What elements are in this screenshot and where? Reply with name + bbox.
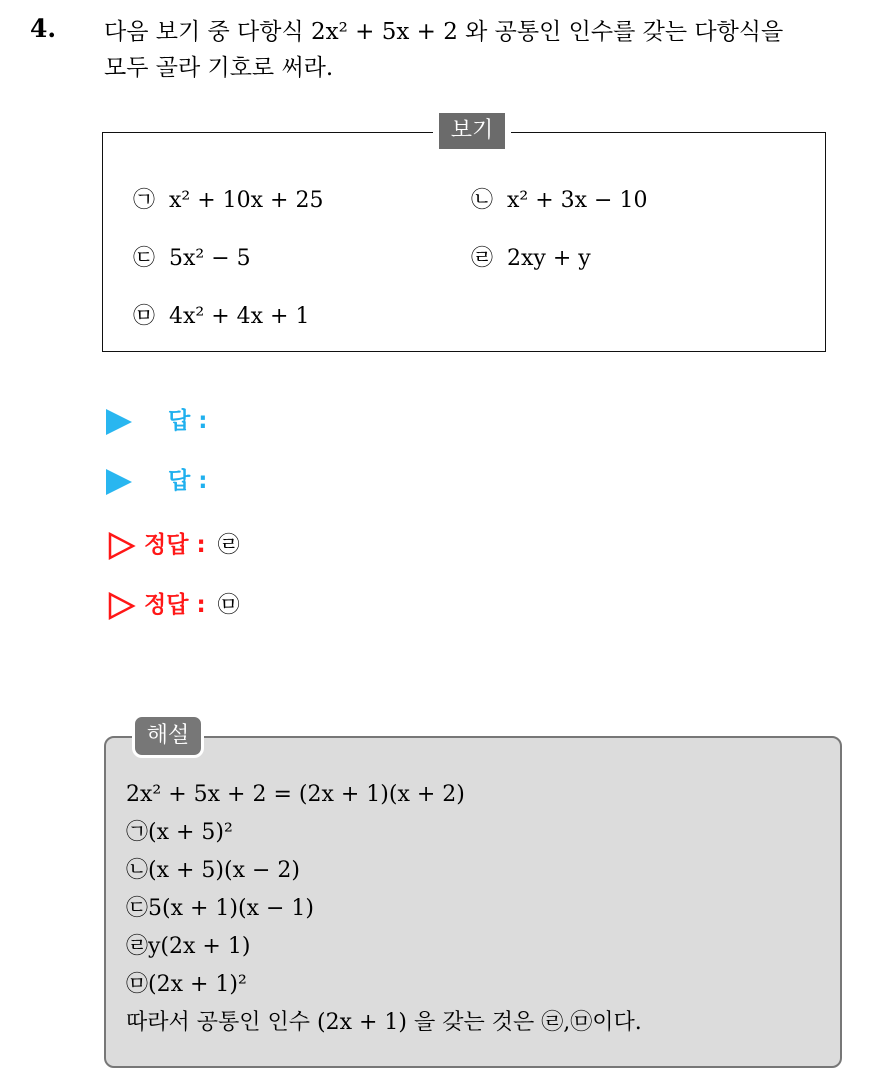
explanation-line: ㉡(x + 5)(x − 2)	[126, 858, 300, 883]
correct-answer-1	[106, 528, 240, 562]
bogi-item-expr: x² + 10x + 25	[169, 188, 324, 213]
filled-triangle-icon	[106, 409, 132, 435]
answer-label: 답 :	[168, 408, 208, 434]
explanation-line: ㉢5(x + 1)(x − 1)	[126, 896, 314, 921]
bogi-item-expr: 2xy + y	[507, 246, 591, 271]
bogi-tag: 보기	[433, 113, 511, 149]
question-number: 4.	[30, 14, 57, 43]
bogi-item-2	[471, 183, 647, 214]
explanation-body	[126, 776, 642, 1042]
bogi-item-expr: 5x² − 5	[169, 246, 251, 271]
outline-triangle-icon	[106, 531, 136, 561]
answer-blank-1	[106, 404, 207, 438]
question-line-1: 다음 보기 중 다항식 2x² + 5x + 2 와 공통인 인수를 갖는 다항식을	[104, 19, 784, 45]
question-text	[104, 14, 874, 86]
explanation-line: 따라서 공통인 인수 (2x + 1) 을 갖는 것은 ㉣,㉤이다.	[126, 1010, 642, 1035]
bogi-item-mark: ㉣	[471, 246, 494, 271]
explanation-line: ㉤(2x + 1)²	[126, 972, 247, 997]
bogi-item-mark: ㉡	[471, 188, 494, 213]
correct-answer-value: ㉤	[217, 593, 240, 618]
explanation-line: 2x² + 5x + 2 = (2x + 1)(x + 2)	[126, 782, 465, 807]
correct-answer-value: ㉣	[217, 533, 240, 558]
correct-answer-2	[106, 588, 240, 622]
bogi-item-3	[133, 241, 251, 272]
bogi-box	[102, 118, 826, 352]
question-line-2: 모두 골라 기호로 써라.	[104, 55, 334, 81]
bogi-item-expr: x² + 3x − 10	[507, 188, 648, 213]
explanation-line: ㉠(x + 5)²	[126, 820, 233, 845]
bogi-item-expr: 4x² + 4x + 1	[169, 304, 310, 329]
explanation-line: ㉣y(2x + 1)	[126, 934, 251, 959]
explanation-tag: 해설	[132, 714, 204, 758]
bogi-item-mark: ㉠	[133, 188, 156, 213]
outline-triangle-icon	[106, 591, 136, 621]
bogi-item-mark: ㉤	[133, 304, 156, 329]
answer-blank-2	[106, 464, 207, 498]
bogi-item-4	[471, 241, 591, 272]
filled-triangle-icon	[106, 469, 132, 495]
bogi-item-mark: ㉢	[133, 246, 156, 271]
bogi-item-5	[133, 299, 309, 330]
correct-answer-label: 정답 :	[144, 592, 206, 618]
correct-answer-label: 정답 :	[144, 532, 206, 558]
answer-label: 답 :	[168, 468, 208, 494]
bogi-item-1	[133, 183, 323, 214]
